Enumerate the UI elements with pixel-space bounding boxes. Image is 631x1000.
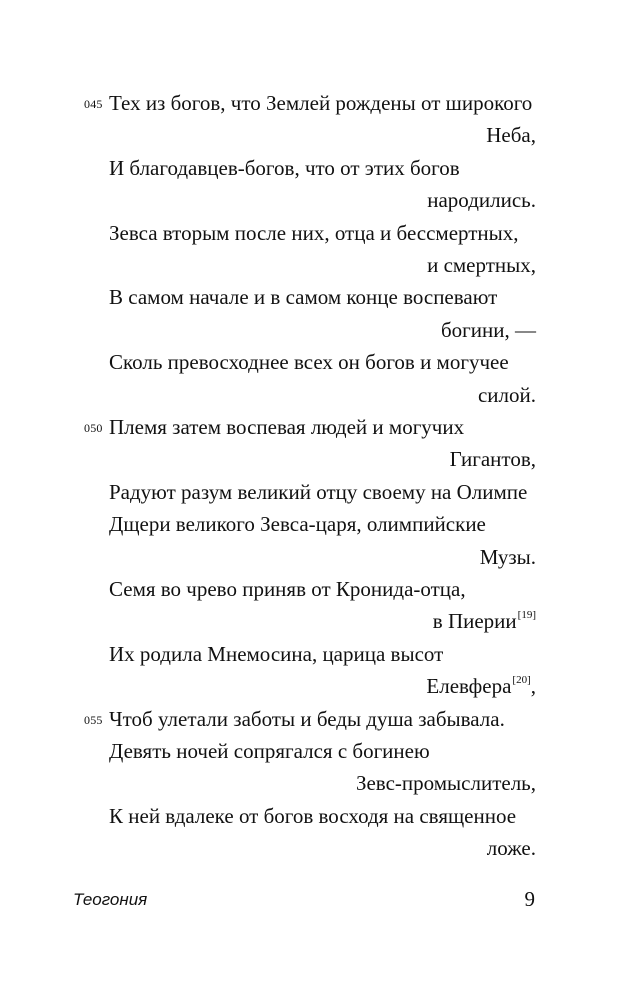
verse-line: [0, 281, 631, 313]
verse-line: [0, 346, 631, 378]
verse-line: [0, 800, 631, 832]
verse-text-content: Музы.: [479, 545, 536, 569]
verse-continuation: [0, 605, 631, 637]
verse-text: [109, 573, 466, 605]
verse-text: [109, 217, 519, 249]
running-title: Теогония: [73, 890, 148, 909]
verse-line: [0, 573, 631, 605]
verse-continuation: [0, 541, 631, 573]
verse-text-content: Сколь превосходнее всех он богов и могучее: [109, 350, 509, 374]
verse-line: [0, 476, 631, 508]
verse-continuation: [0, 670, 631, 702]
verse-line: [0, 735, 631, 767]
line-number: 050: [84, 421, 103, 435]
verse-continuation: [0, 832, 631, 864]
verse-text: [109, 281, 497, 313]
verse-text: [109, 800, 516, 832]
verse-continuation: [0, 119, 631, 151]
verse-text: [356, 767, 536, 799]
verse-text-content: Тех из богов, что Землей рождены от широкого: [109, 91, 533, 115]
verse-text: [480, 541, 536, 573]
verse-continuation: [0, 379, 631, 411]
verse-text: [441, 314, 536, 346]
footnote-reference[interactable]: [19]: [517, 609, 536, 621]
footnote-reference[interactable]: [20]: [512, 674, 531, 686]
verse-text-content: Зевс-промыслитель,: [355, 771, 536, 795]
line-number: 055: [84, 713, 103, 727]
verse-text: [109, 87, 532, 119]
verse-text: [478, 379, 536, 411]
verse-text-content: и смертных,: [427, 253, 536, 277]
verse-continuation: [0, 249, 631, 281]
verse-text-content: Елевфера: [426, 674, 512, 698]
verse-line: [0, 638, 631, 670]
verse-text: [109, 152, 460, 184]
verse-text-content: Дщери великого Зевса-царя, олимпийские: [109, 512, 486, 536]
verse-text-content: В самом начале и в самом конце воспевают: [109, 285, 498, 309]
line-number: 045: [84, 97, 103, 111]
verse-text: [426, 670, 536, 702]
verse-continuation: [0, 314, 631, 346]
page-number: 9: [524, 887, 535, 911]
verse-text-content: народились.: [427, 188, 536, 212]
verse-text: [427, 184, 536, 216]
verse-text: [109, 638, 443, 670]
verse-continuation: [0, 767, 631, 799]
verse-text-content: ложе.: [486, 836, 536, 860]
verse-line: [0, 508, 631, 540]
verse-text-content: К ней вдалеке от богов восходя на священное: [109, 804, 517, 828]
verse-text-content: в Пиерии: [432, 609, 517, 633]
trailing-punctuation: ,: [530, 674, 536, 698]
verse-text: [450, 443, 536, 475]
verse-line: [0, 152, 631, 184]
verse-text: [109, 508, 486, 540]
verse-text-content: Зевса вторым после них, отца и бессмертных,: [109, 221, 519, 245]
verse-text: [109, 346, 509, 378]
verse-text: [486, 119, 536, 151]
verse-line: [0, 411, 631, 443]
verse-text: [427, 249, 536, 281]
verse-text-content: Семя во чрево приняв от Кронида-отца,: [109, 577, 466, 601]
verse-continuation: [0, 184, 631, 216]
verse-continuation: [0, 443, 631, 475]
verse-text-content: И благодавцев-богов, что от этих богов: [109, 156, 460, 180]
verse-text: [109, 476, 527, 508]
verse-text: [109, 411, 464, 443]
verse-line: [0, 703, 631, 735]
verse-text: [109, 703, 505, 735]
verse-text-content: Чтоб улетали заботы и беды душа забывала.: [109, 707, 505, 731]
verse-text: [433, 605, 536, 637]
verse-text-content: Племя затем воспевая людей и могучих: [109, 415, 465, 439]
verse-text-content: Их родила Мнемосина, царица высот: [109, 642, 444, 666]
verse-text: [109, 735, 430, 767]
verse-line: [0, 87, 631, 119]
verse-text-content: Радуют разум великий отцу своему на Олимпе: [109, 480, 528, 504]
verse-text: [487, 832, 536, 864]
verse-text-content: богини, —: [440, 318, 536, 342]
verse-text-content: Гигантов,: [449, 447, 536, 471]
verse-text-content: Девять ночей сопрягался с богинею: [109, 739, 430, 763]
verse-text-content: силой.: [477, 383, 536, 407]
verse-text-content: Неба,: [486, 123, 536, 147]
verse-line: [0, 217, 631, 249]
